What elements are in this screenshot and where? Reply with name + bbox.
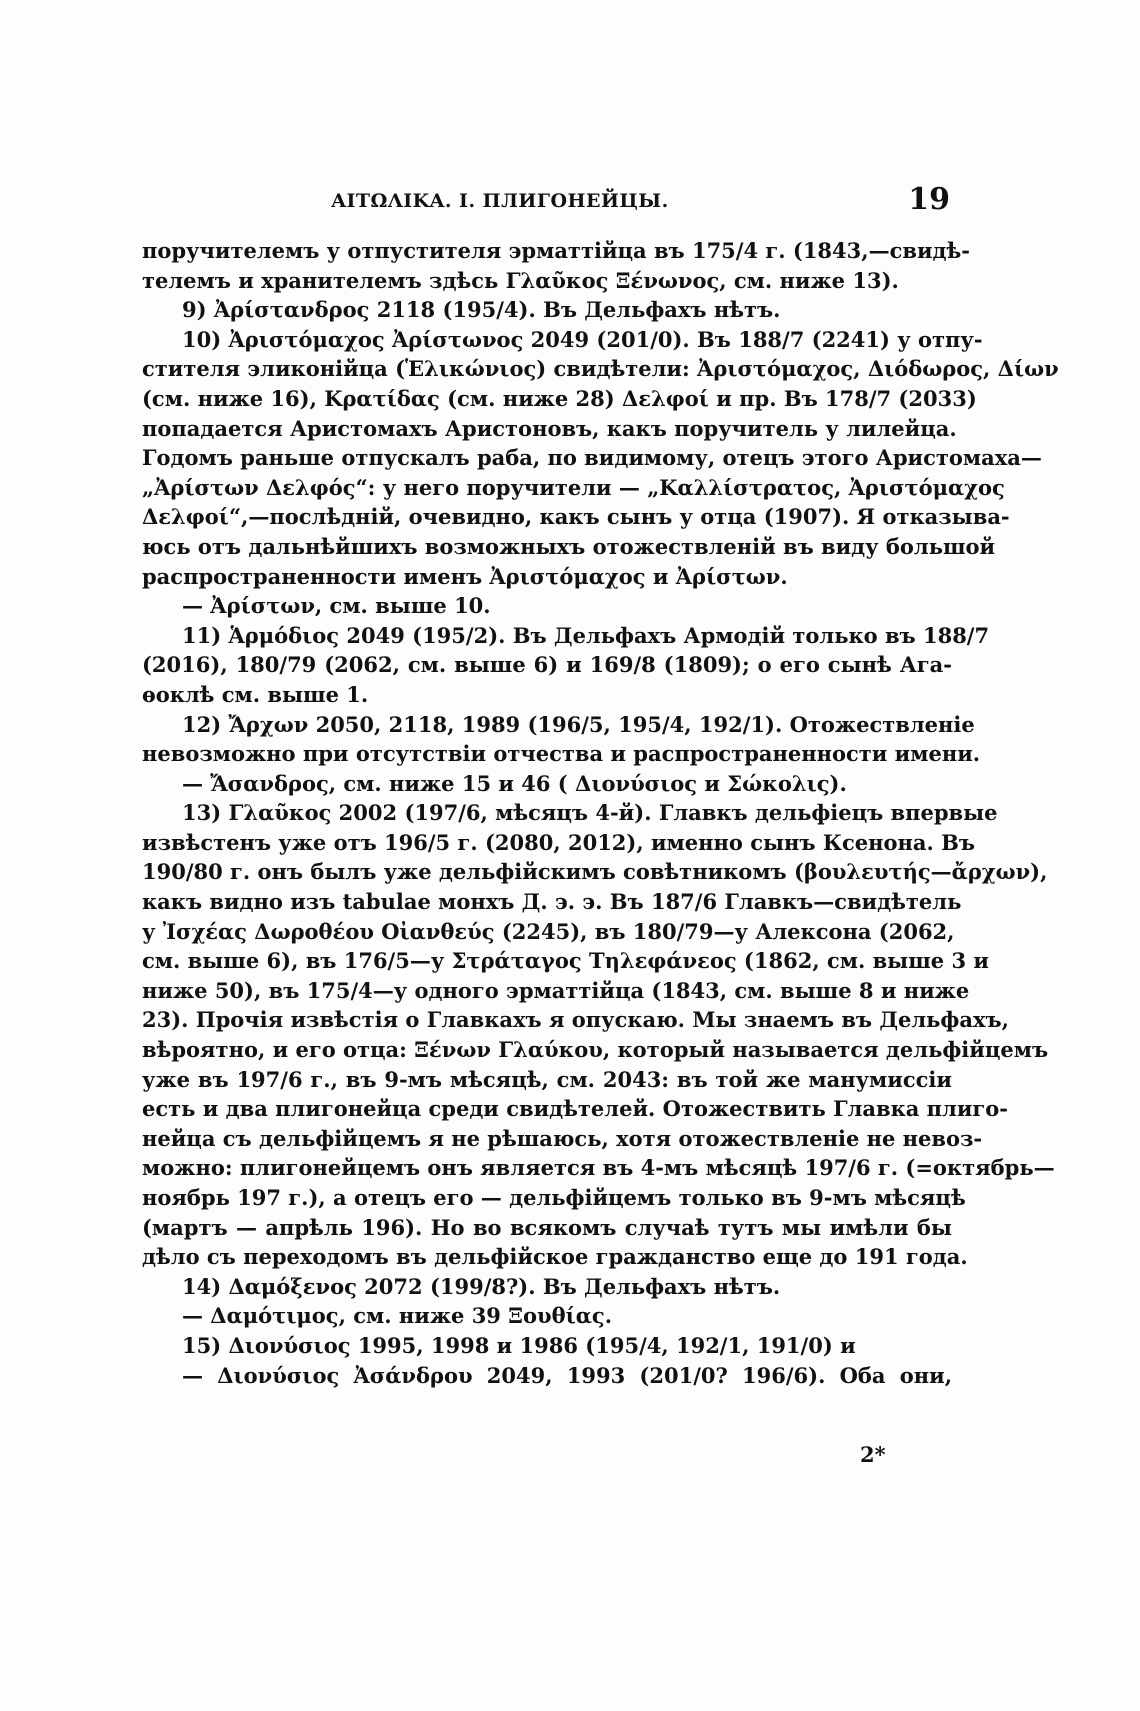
text-line: см. выше 6), въ 176/5—у Στράταγος Τηλεφάνεος (1862, см. выше 3 и — [142, 948, 989, 974]
page-number: 19 — [908, 182, 950, 217]
body-text — [142, 236, 1059, 1390]
text-line: „Ἀρίστων Δελφός“: у него поручители — „Καλλίστρατος, Ἀριστόμαχος — [142, 474, 1005, 500]
text-line: вѣроятно, и его отца: Ξένων Γλαύκου, который называется дельфійцемъ — [142, 1037, 1049, 1063]
text-line: стителя эликонійца (Ἑλικώνιος) свидѣтели: Ἀριστόμαχος, Διόδωρος, Δίων — [142, 356, 1059, 382]
page-header — [140, 182, 950, 222]
text-line: поручителемъ у отпустителя эрматтійца въ 175/4 г. (1843,—свидѣ- — [142, 238, 971, 263]
text-line: уже въ 197/6 г., въ 9-мъ мѣсяцѣ, см. 2043: въ той же манумиссіи — [142, 1066, 952, 1092]
text-line: у Ἰσχέας Δωροθέου Οἰανθεύς (2245), въ 180/79—у Алексона (2062, — [142, 918, 955, 944]
text-line: 11) Ἁρμόδιος 2049 (195/2). Въ Дельфахъ Армодій только въ 188/7 — [182, 622, 990, 648]
text-line: (см. ниже 16), Κρατίδας (см. ниже 28) Δελφοί и пр. Въ 178/7 (2033) — [142, 385, 977, 411]
text-line: попадается Аристомахъ Аристоновъ, какъ поручитель у лилейца. — [142, 415, 957, 441]
text-line: 10) Ἀριστόμαχος Ἀρίστωνος 2049 (201/0). Въ 188/7 (2241) у отпу- — [182, 326, 983, 352]
text-line: — Διονύσιος Ἀσάνδρου 2049, 1993 (201/0? 196/6). Оба они, — [182, 1362, 952, 1388]
text-line: извѣстенъ уже отъ 196/5 г. (2080, 2012), именно сынъ Ксенона. Въ — [142, 829, 975, 855]
text-line: можно: плигонейцемъ онъ является въ 4-мъ мѣсяцѣ 197/6 г. (=октябрь— — [142, 1155, 1055, 1181]
text-line: 13) Γλαῦκος 2002 (197/6, мѣсяцъ 4-й). Главкъ дельфіецъ впервые — [182, 800, 998, 826]
text-line: (мартъ — апрѣль 196). Но во всякомъ случаѣ тутъ мы имѣли бы — [142, 1214, 952, 1240]
text-line: телемъ и хранителемъ здѣсь Γλαῦκος Ξένωνος, см. ниже 13). — [142, 267, 899, 293]
signature-mark: 2* — [860, 1442, 886, 1467]
text-line: 15) Διονύσιος 1995, 1998 и 1986 (195/4, 192/1, 191/0) и — [182, 1332, 856, 1358]
text-line: 14) Δαμόξενος 2072 (199/8?). Въ Дельфахъ нѣтъ. — [182, 1273, 781, 1299]
text-line: Δελφοί“,—послѣдній, очевидно, какъ сынъ у отца (1907). Я отказыва- — [142, 504, 1010, 530]
text-line: какъ видно изъ tabulae монхъ Д. э. э. Въ 187/6 Главкъ—свидѣтель — [142, 889, 962, 915]
text-line: ноябрь 197 г.), а отецъ его — дельфійцемъ только въ 9-мъ мѣсяцѣ — [142, 1185, 966, 1210]
text-line: (2016), 180/79 (2062, см. выше 6) и 169/8 (1809); о его сынѣ Ага- — [142, 652, 952, 678]
text-line: ниже 50), въ 175/4—у одного эрматтійца (1843, см. выше 8 и ниже — [142, 977, 970, 1003]
text-line: ѳоклѣ см. выше 1. — [142, 681, 369, 707]
text-line: — Ἄσανδρος, см. ниже 15 и 46 ( Διονύσιος и Σώκολις). — [182, 770, 847, 796]
text-line: — Ἀρίστων, см. выше 10. — [182, 593, 491, 619]
text-line: 190/80 г. онъ былъ уже дельфійскимъ совѣтникомъ (βουλευτής—ἄρχων), — [142, 859, 1048, 885]
text-line: 9) Ἀρίστανδρος 2118 (195/4). Въ Дельфахъ нѣтъ. — [182, 297, 781, 323]
text-line: Годомъ раньше отпускалъ раба, по видимому, отецъ этого Аристомаха— — [142, 445, 1042, 471]
text-line: — Δαμότιμος, см. ниже 39 Ξουθίας. — [182, 1303, 613, 1329]
text-line: 12) Ἄρχων 2050, 2118, 1989 (196/5, 195/4, 192/1). Отожествленіе — [182, 711, 975, 737]
text-line: есть и два плигонейца среди свидѣтелей. Отожествить Главка плиго- — [142, 1096, 1009, 1122]
running-title: ΑΙΤΩΛΙΚΑ. I. ПЛИГОНЕЙЦЫ. — [331, 190, 669, 212]
text-line: распространенности именъ Ἀριστόμαχος и Ἀρίστων. — [142, 563, 788, 589]
text-line: дѣло съ переходомъ въ дельфійское гражданство еще до 191 года. — [142, 1244, 968, 1270]
text-line: юсь отъ дальнѣйшихъ возможныхъ отожествленій въ виду большой — [142, 533, 996, 559]
text-line: нейца съ дельфійцемъ я не рѣшаюсь, хотя отожествленіе не невоз- — [142, 1125, 983, 1151]
text-line: невозможно при отсутствіи отчества и распространенности имени. — [142, 741, 981, 767]
text-line: 23). Прочія извѣстія о Главкахъ я опускаю. Мы знаемъ въ Дельфахъ, — [142, 1007, 1009, 1033]
